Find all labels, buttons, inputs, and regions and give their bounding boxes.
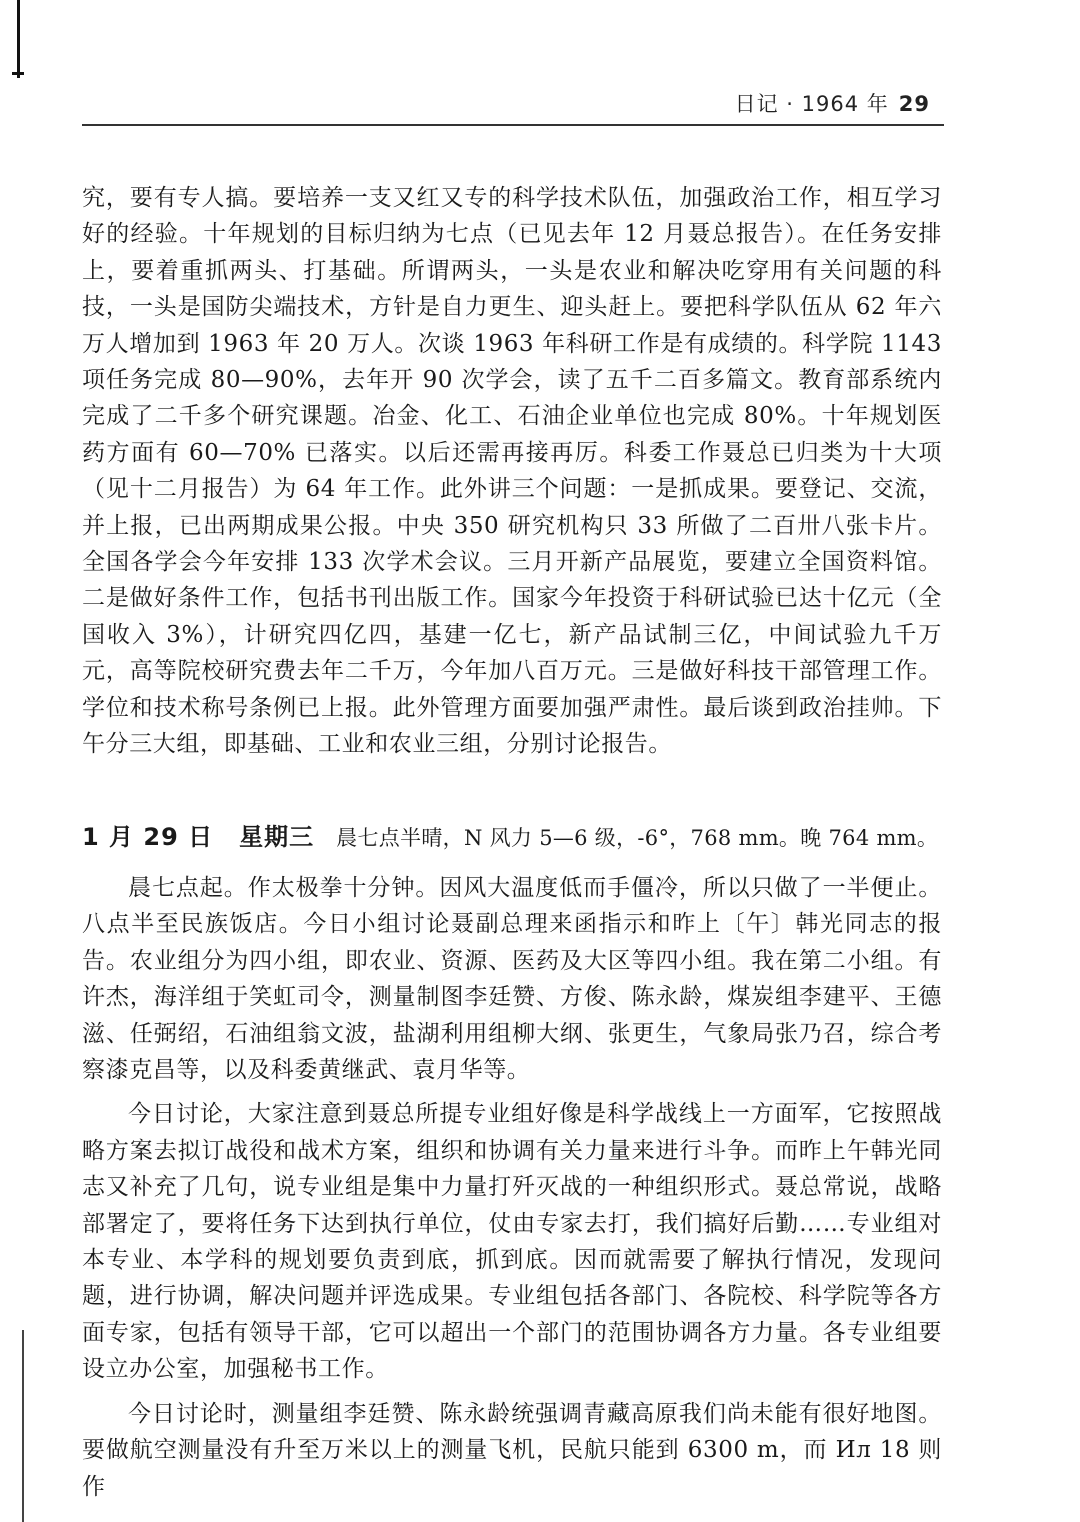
entry-paragraph: 今日讨论时，测量组李廷赞、陈永龄统强调青藏高原我们尚未能有很好地图。要做航空测量没有升至万米以上的测量飞机，民航只能到 6300 m，而 Ил 18 则作 [82,1400,942,1500]
scan-edge-tick [12,72,24,75]
entry-weekday: 星期三 [239,823,315,851]
continuation-paragraph: 究，要有专人搞。要培养一支又红又专的科学技术队伍，加强政治工作，相互学习好的经验。十年规划的目标归纳为七点（已见去年 12 月聂总报告）。在任务安排上，要着重抓两头、打基础。所谓两头，一头是农业和解决吃穿用有关问题的科技，一头是国防尖端技术，方针是自力更生、迎头赶上。要把科学队伍从 62 年六万人增加到 1963 年 20 万人。次谈 1963 年科研工作是有成绩的。科学院 1143 项任务完成 80—90%，去年开 90 次学会，读了五千二百多篇文。教育部系统内完成了二千多个研究课题。冶金、化工、石油企业单位也完成 80%。十年规划医药方面有 60—70% 已落实。以后还需再接再厉。科委工作聂总已归类为十大项（见十二月报告）为 64 年工作。此外讲三个问题：一是抓成果。要登记、交流，并上报，已出两期成果公报。中央 350 研究机构只 33 所做了二百卅八张卡片。全国各学会今年安排 133 次学术会议。三月开新产品展览，要建立全国资料馆。二是做好条件工作，包括书刊出版工作。国家今年投资于科研试验已达十亿元（全国收入 3%），计研究四亿四，基建一亿七，新产品试制三亿，中间试验九千万元，高等院校研究费去年二千万，今年加八百万元。三是做好科技干部管理工作。学位和技术称号条例已上报。此外管理方面要加强严肃性。最后谈到政治挂帅。下午分三大组，即基础、工业和农业三组，分别讨论报告。 [82,185,942,758]
diary-entry-heading [82,817,942,852]
scan-edge-mark [17,0,20,78]
continuation-block [82,180,942,763]
entry-weather: 晨七点半晴，N 风力 5—6 级，-6°，768 mm。晚 764 mm。 [336,826,939,850]
entry-date: 1 月 29 日 [82,823,214,851]
page-number: 29 [898,92,930,116]
header-rule [82,124,944,126]
running-head [735,88,930,118]
scan-edge-mark-lower [22,1330,24,1522]
running-head-title: 日记 · 1964 年 [734,92,889,116]
diary-entry-body [82,870,942,1505]
entry-paragraph: 今日讨论，大家注意到聂总所提专业组好像是科学战线上一方面军，它按照战略方案去拟订战役和战术方案，组织和协调有关力量来进行斗争。而昨上午韩光同志又补充了几句，说专业组是集中力量打歼灭战的一种组织形式。聂总常说，战略部署定了，要将任务下达到执行单位，仗由专家去打，我们搞好后勤……专业组对本专业、本学科的规划要负责到底，抓到底。因而就需要了解执行情况，发现问题，进行协调，解决问题并评选成果。专业组包括各部门、各院校、科学院等各方面专家，包括有领导干部，它可以超出一个部门的范围协调各方力量。各专业组要设立办公室，加强秘书工作。 [82,1101,942,1383]
entry-paragraph: 晨七点起。作太极拳十分钟。因风大温度低而手僵冷，所以只做了一半便止。八点半至民族饭店。今日小组讨论聂副总理来函指示和昨上〔午〕韩光同志的报告。农业组分为四小组，即农业、资源、医药及大区等四小组。我在第二小组。有许杰，海洋组于笑虹司令，测量制图李廷赞、方俊、陈永龄，煤炭组李建平、王德滋、任弼绍，石油组翁文波，盐湖利用组柳大纲、张更生，气象局张乃召，综合考察漆克昌等，以及科委黄继武、袁月华等。 [82,875,942,1084]
